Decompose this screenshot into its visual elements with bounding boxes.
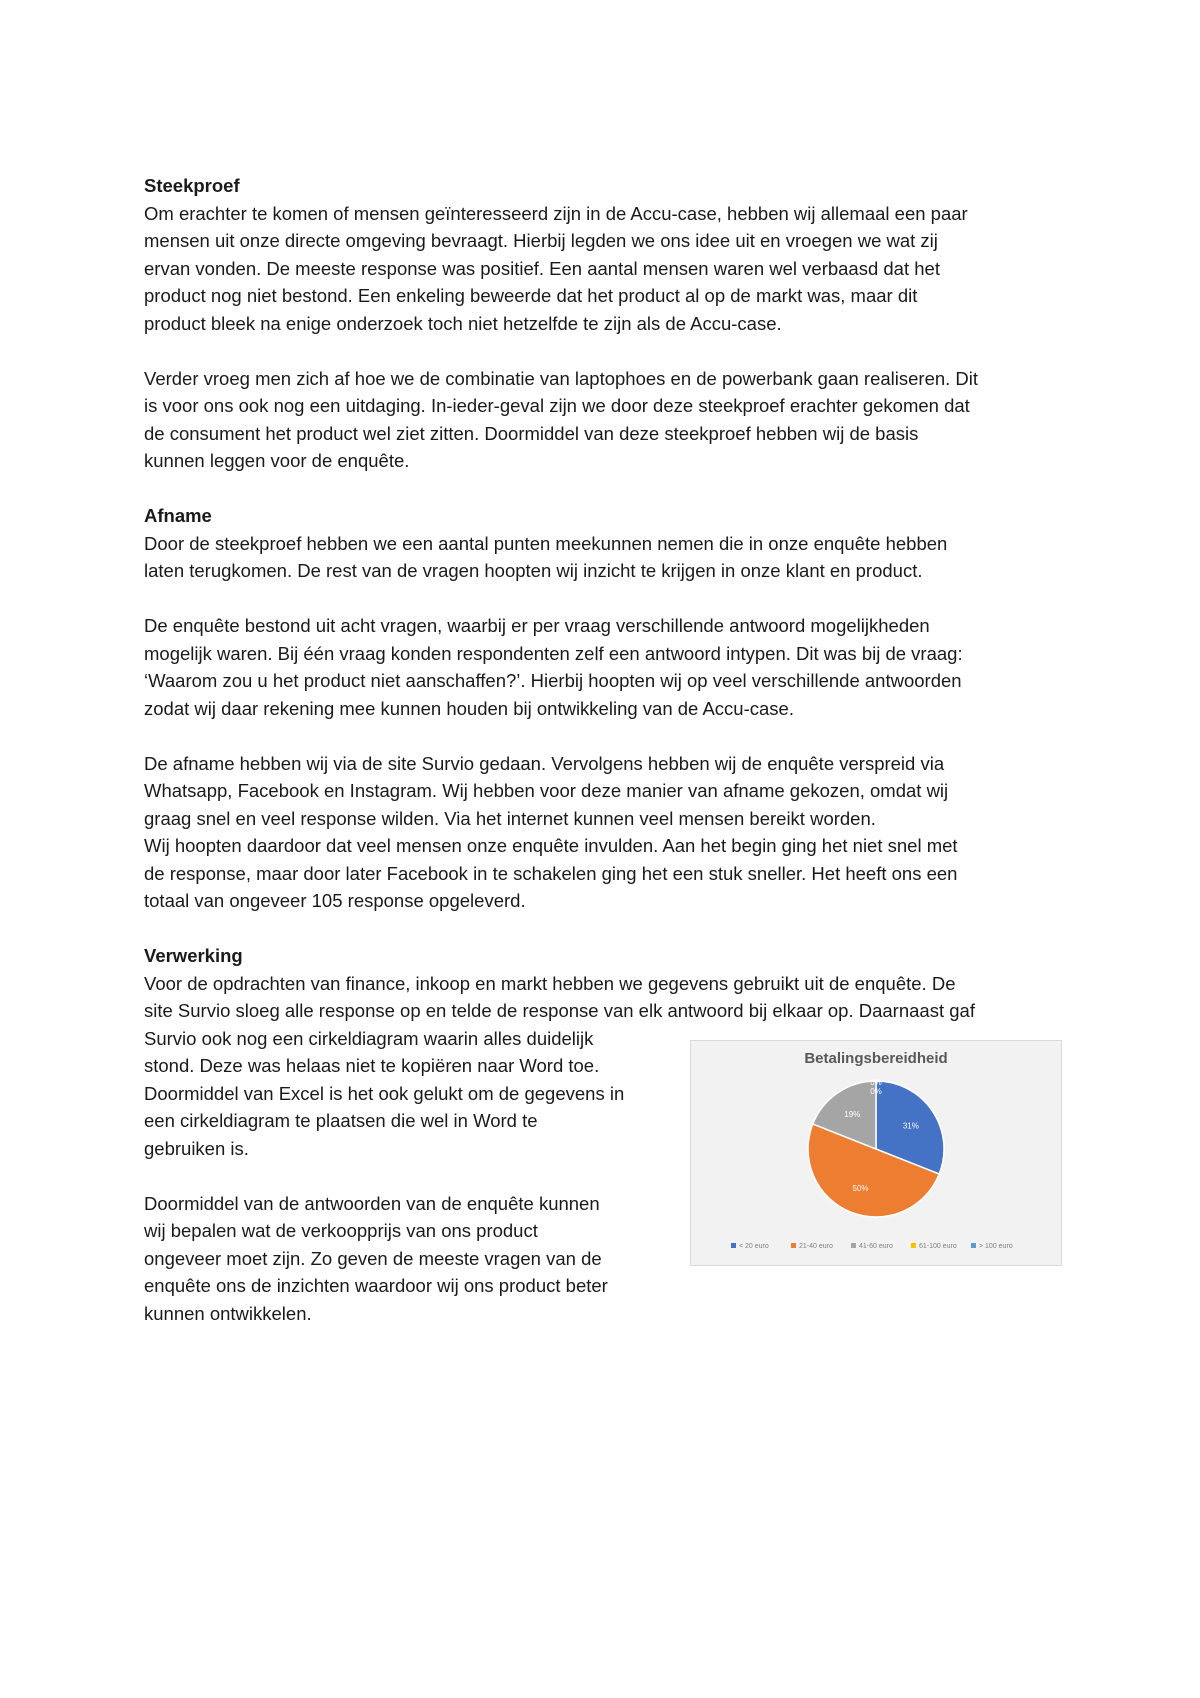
slice-data-label: 50% xyxy=(852,1184,869,1194)
legend-label: > 100 euro xyxy=(979,1243,1013,1250)
paragraph-line: laten terugkomen. De rest van de vragen hoopten wij inzicht te krijgen in onze klant en product. xyxy=(144,560,923,581)
paragraph-line: Voor de opdrachten van finance, inkoop en markt hebben we gegevens gebruikt uit de enquête. De xyxy=(144,972,956,994)
paragraph-line: zodat wij daar rekening mee kunnen houden bij ontwikkeling van de Accu-case. xyxy=(144,697,794,719)
paragraph-line: kunnen ontwikkelen. xyxy=(144,1302,312,1324)
paragraph-line: Verder vroeg men zich af hoe we de combinatie van laptophoes en de powerbank gaan realiseren. Dit xyxy=(144,367,979,389)
paragraph-line: Wij hoopten daardoor dat veel mensen onze enquête invulden. Aan het begin ging het niet snel met xyxy=(144,835,958,856)
paragraph-line: mogelijk waren. Bij één vraag konden respondenten zelf een antwoord intypen. Dit was bij de vraag: xyxy=(144,642,963,664)
paragraph-line: een cirkeldiagram te plaatsen die wel in Word te xyxy=(144,1110,538,1131)
chart-title: Betalingsbereidheid xyxy=(804,1050,948,1067)
legend-swatch xyxy=(791,1243,796,1248)
paragraph-line: ervan vonden. De meeste response was positief. Een aantal mensen waren wel verbaasd dat het xyxy=(144,257,940,279)
pie-chart-betalingsbereidheid xyxy=(690,1040,1062,1266)
paragraph-line: de consument het product wel ziet zitten. Doormiddel van deze steekproef hebben wij de basis xyxy=(144,422,919,444)
legend-label: 61-100 euro xyxy=(919,1243,957,1250)
paragraph-line: Doormiddel van Excel is het ook gelukt om de gegevens in xyxy=(144,1082,625,1104)
paragraph-line: is voor ons ook nog een uitdaging. In-ieder-geval zijn we door deze steekproef erachter gekomen dat xyxy=(144,395,970,416)
paragraph-line: de response, maar door later Facebook in te schakelen ging het een stuk sneller. Het heeft ons een xyxy=(144,862,958,884)
section-title-verwerking: Verwerking xyxy=(144,945,243,966)
paragraph-line: product bleek na enige onderzoek toch niet hetzelfde te zijn als de Accu-case. xyxy=(144,312,782,334)
legend-swatch xyxy=(851,1243,856,1248)
slice-data-label: 0% xyxy=(870,1078,882,1087)
section-title-steekproef: Steekproef xyxy=(144,175,240,196)
paragraph-line: kunnen leggen voor de enquête. xyxy=(144,450,410,471)
section-title-afname: Afname xyxy=(144,505,212,526)
pie-chart-svg xyxy=(691,1041,1061,1265)
paragraph-line: totaal van ongeveer 105 response opgeleverd. xyxy=(144,890,526,911)
paragraph-line: gebruiken is. xyxy=(144,1137,249,1159)
paragraph-line: Door de steekproef hebben we een aantal punten meekunnen nemen die in onze enquête hebben xyxy=(144,532,948,554)
paragraph-line: Survio ook nog een cirkeldiagram waarin alles duidelijk xyxy=(144,1027,594,1049)
paragraph-line: De afname hebben wij via de site Survio gedaan. Vervolgens hebben wij de enquête verspreid via xyxy=(144,752,945,774)
paragraph-line: Doormiddel van de antwoorden van de enquête kunnen xyxy=(144,1192,600,1214)
legend-swatch xyxy=(971,1243,976,1248)
paragraph-line: enquête ons de inzichten waardoor wij ons product beter xyxy=(144,1275,608,1296)
paragraph-line: De enquête bestond uit acht vragen, waarbij er per vraag verschillende antwoord mogelijkheden xyxy=(144,615,930,636)
paragraph-line: ‘Waarom zou u het product niet aanschaffen?’. Hierbij hoopten wij op veel verschillende antwoorden xyxy=(144,670,962,691)
slice-data-label: 0% xyxy=(870,1087,882,1096)
slice-data-label: 19% xyxy=(844,1110,861,1120)
paragraph-line: Om erachter te komen of mensen geïnteresseerd zijn in de Accu-case, hebben wij allemaal een paar xyxy=(144,202,968,224)
paragraph-line: Whatsapp, Facebook en Instagram. Wij hebben voor deze manier van afname gekozen, omdat wij xyxy=(144,780,949,801)
legend-label: < 20 euro xyxy=(739,1243,769,1250)
legend-label: 21-40 euro xyxy=(799,1243,833,1250)
legend-label: 41-60 euro xyxy=(859,1243,893,1250)
paragraph-line: wij bepalen wat de verkoopprijs van ons product xyxy=(144,1220,538,1241)
paragraph-line: mensen uit onze directe omgeving bevraagt. Hierbij legden we ons idee uit en vroegen we wat zij xyxy=(144,230,938,251)
paragraph-line: stond. Deze was helaas niet te kopiëren naar Word toe. xyxy=(144,1055,600,1076)
paragraph-line: ongeveer moet zijn. Zo geven de meeste vragen van de xyxy=(144,1247,602,1269)
paragraph-line: site Survio sloeg alle response op en telde de response van elk antwoord bij elkaar op. Daarnaast gaf xyxy=(144,1000,975,1021)
paragraph-line: graag snel en veel response wilden. Via het internet kunnen veel mensen bereikt worden. xyxy=(144,807,876,829)
slice-data-label: 31% xyxy=(902,1121,919,1131)
legend-swatch xyxy=(731,1243,736,1248)
paragraph-line: product nog niet bestond. Een enkeling beweerde dat het product al op de markt was, maar dit xyxy=(144,285,918,306)
legend-swatch xyxy=(911,1243,916,1248)
